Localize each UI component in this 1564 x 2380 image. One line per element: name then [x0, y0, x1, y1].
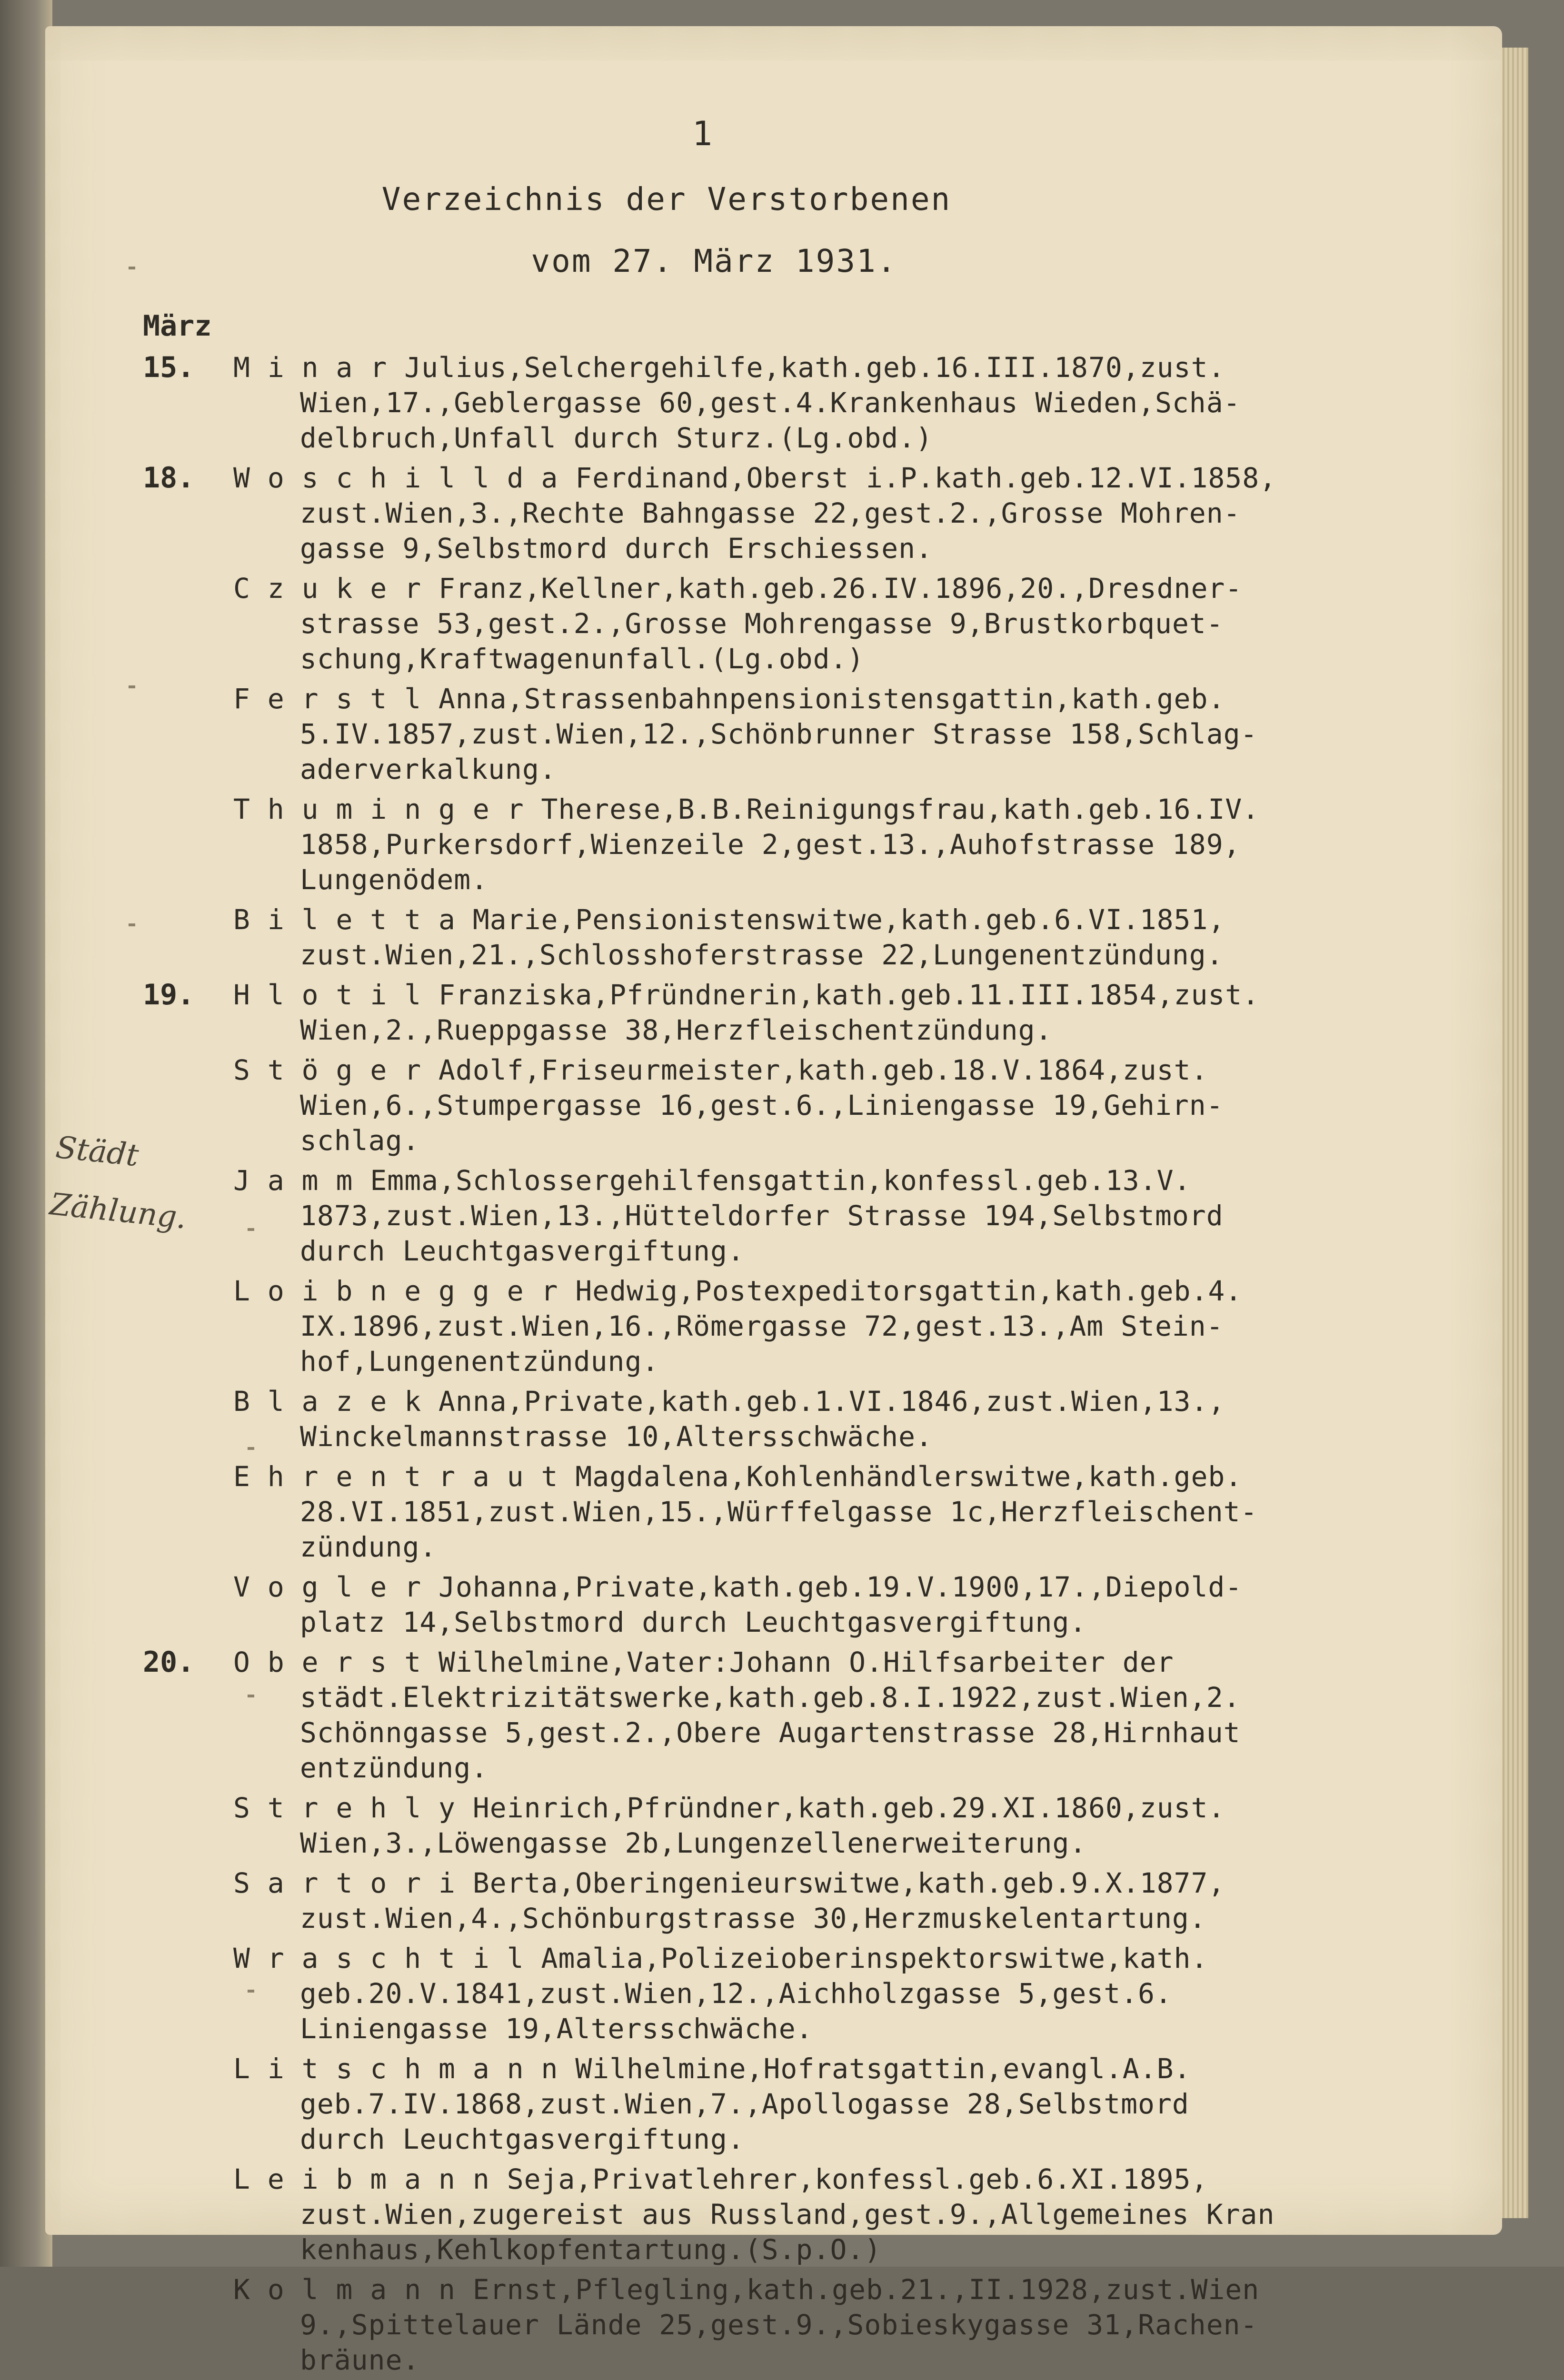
entry-line: T h u m i n g e r Therese,B.B.Reinigungsfrau,kath.geb.16.IV.: [233, 793, 1260, 825]
register-entry: [143, 792, 1466, 897]
entry-line: schung,Kraftwagenunfall.(Lg.obd.): [300, 643, 865, 675]
entry-text: [233, 1790, 1466, 1861]
entry-line: Wien,2.,Rueppgasse 38,Herzfleischentzündung.: [300, 1014, 1053, 1046]
register-entry: [143, 571, 1466, 676]
entry-text: [233, 1273, 1466, 1379]
entry-line: geb.7.IV.1868,zust.Wien,7.,Apollogasse 28,Selbstmord: [300, 2088, 1189, 2120]
entry-line: L o i b n e g g e r Hedwig,Postexpeditorsgattin,kath.geb.4.: [233, 1275, 1243, 1307]
document-date: vom 27. März 1931.: [531, 243, 897, 279]
page-stack-edge: [1500, 48, 1528, 2218]
entry-line: zust.Wien,21.,Schlosshoferstrasse 22,Lungenentzündung.: [300, 939, 1224, 971]
entry-line: entzündung.: [300, 1752, 488, 1784]
entry-text: [233, 1645, 1466, 1785]
register-entry: [143, 1163, 1466, 1269]
entry-line: H l o t i l Franziska,Pfründnerin,kath.geb.11.III.1854,zust.: [233, 979, 1260, 1011]
entry-line: K o l m a n n Ernst,Pflegling,kath.geb.21.,II.1928,zust.Wien: [233, 2273, 1260, 2306]
register-entry: [143, 2272, 1466, 2378]
entry-line: C z u k e r Franz,Kellner,kath.geb.26.IV.1896,20.,Dresdner-: [233, 572, 1243, 605]
month-heading: März: [143, 309, 212, 343]
entry-line: Wien,6.,Stumpergasse 16,gest.6.,Liniengasse 19,Gehirn-: [300, 1089, 1224, 1121]
register-entry: [143, 1865, 1466, 1936]
register-entry: [143, 902, 1466, 972]
entry-line: Schönngasse 5,gest.2.,Obere Augartenstrasse 28,Hirnhaut: [300, 1716, 1241, 1749]
entry-line: 5.IV.1857,zust.Wien,12.,Schönbrunner Strasse 158,Schlag-: [300, 718, 1258, 750]
entry-line: Winckelmannstrasse 10,Altersschwäche.: [300, 1420, 933, 1453]
margin-tick-mark: [248, 1447, 254, 1450]
entry-line: kenhaus,Kehlkopfentartung.(S.p.O.): [300, 2233, 882, 2266]
entry-line: hof,Lungenentzündung.: [300, 1345, 659, 1378]
entry-line: Lungenödem.: [300, 863, 488, 896]
entry-line: S a r t o r i Berta,Oberingenieurswitwe,kath.geb.9.X.1877,: [233, 1867, 1225, 1899]
register-entry: [143, 350, 1466, 456]
entry-line: J a m m Emma,Schlossergehilfensgattin,konfessl.geb.13.V.: [233, 1164, 1191, 1197]
entry-line: S t r e h l y Heinrich,Pfründner,kath.geb.29.XI.1860,zust.: [233, 1792, 1225, 1824]
margin-tick-mark: [248, 1695, 254, 1697]
entry-text: [233, 1569, 1466, 1640]
entry-text: [233, 1163, 1466, 1269]
entry-line: delbruch,Unfall durch Sturz.(Lg.obd.): [300, 422, 933, 454]
entry-line: 9.,Spittelauer Lände 25,gest.9.,Sobieskygasse 31,Rachen-: [300, 2309, 1258, 2341]
register-entry: [143, 1645, 1466, 1785]
entry-line: B i l e t t a Marie,Pensionistenswitwe,kath.geb.6.VI.1851,: [233, 903, 1225, 936]
entry-line: S t ö g e r Adolf,Friseurmeister,kath.geb.18.V.1864,zust.: [233, 1054, 1208, 1086]
margin-tick-mark: [129, 267, 135, 269]
entry-line: Wien,3.,Löwengasse 2b,Lungenzellenerweiterung.: [300, 1827, 1087, 1859]
entry-text: [233, 1941, 1466, 2046]
entry-line: durch Leuchtgasvergiftung.: [300, 2123, 745, 2155]
entry-text: [233, 977, 1466, 1048]
entry-day: 15.: [143, 351, 195, 384]
entry-text: [233, 1865, 1466, 1936]
register-entry: [143, 1273, 1466, 1379]
margin-note-line: Städt: [54, 1130, 140, 1174]
margin-tick-mark: [248, 1990, 254, 1993]
entry-line: M i n a r Julius,Selchergehilfe,kath.geb.16.III.1870,zust.: [233, 351, 1225, 384]
entry-text: [233, 2162, 1466, 2267]
entry-line: schlag.: [300, 1124, 420, 1157]
margin-note-line: Zählung.: [48, 1187, 189, 1236]
entry-day: 19.: [143, 978, 195, 1012]
entry-line: L e i b m a n n Seja,Privatlehrer,konfessl.geb.6.XI.1895,: [233, 2163, 1208, 2195]
register-entry: [143, 1052, 1466, 1158]
margin-tick-mark: [248, 1228, 254, 1231]
register-entry: [143, 1790, 1466, 1861]
entry-day: 20.: [143, 1646, 195, 1679]
entry-line: zust.Wien,3.,Rechte Bahngasse 22,gest.2.,Grosse Mohren-: [300, 497, 1241, 529]
entry-text: [233, 460, 1466, 566]
entry-line: 1858,Purkersdorf,Wienzeile 2,gest.13.,Auhofstrasse 189,: [300, 828, 1241, 861]
entry-text: [233, 1052, 1466, 1158]
entry-line: zust.Wien,4.,Schönburgstrasse 30,Herzmuskelentartung.: [300, 1902, 1206, 1934]
entry-line: 1873,zust.Wien,13.,Hütteldorfer Strasse 194,Selbstmord: [300, 1200, 1224, 1232]
register-entry: [143, 2162, 1466, 2267]
book-binding: [0, 0, 52, 2267]
entry-text: [233, 681, 1466, 787]
death-register-list: [143, 350, 1466, 2380]
margin-tick-mark: [129, 685, 135, 688]
register-entry: [143, 681, 1466, 787]
entry-line: zündung.: [300, 1531, 437, 1563]
entry-line: zust.Wien,zugereist aus Russland,gest.9.,Allgemeines Kran: [300, 2198, 1275, 2231]
register-entry: [143, 1459, 1466, 1565]
register-entry: [143, 1384, 1466, 1454]
entry-line: platz 14,Selbstmord durch Leuchtgasvergiftung.: [300, 1606, 1087, 1638]
entry-line: durch Leuchtgasvergiftung.: [300, 1235, 745, 1267]
entry-line: F e r s t l Anna,Strassenbahnpensionistensgattin,kath.geb.: [233, 683, 1225, 715]
register-entry: [143, 1941, 1466, 2046]
entry-line: W r a s c h t i l Amalia,Polizeioberinspektorswitwe,kath.: [233, 1942, 1208, 1974]
register-entry: [143, 1569, 1466, 1640]
entry-text: [233, 902, 1466, 972]
entry-line: Liniengasse 19,Altersschwäche.: [300, 2013, 813, 2045]
margin-tick-mark: [129, 923, 135, 926]
entry-line: B l a z e k Anna,Private,kath.geb.1.VI.1846,zust.Wien,13.,: [233, 1385, 1225, 1418]
entry-line: O b e r s t Wilhelmine,Vater:Johann O.Hilfsarbeiter der: [233, 1646, 1174, 1678]
entry-text: [233, 2051, 1466, 2157]
entry-line: städt.Elektrizitätswerke,kath.geb.8.I.1922,zust.Wien,2.: [300, 1681, 1241, 1714]
entry-line: bräune.: [300, 2344, 420, 2376]
entry-text: [233, 350, 1466, 456]
register-entry: [143, 460, 1466, 566]
entry-day: 18.: [143, 461, 195, 495]
entry-line: IX.1896,zust.Wien,16.,Römergasse 72,gest.13.,Am Stein-: [300, 1310, 1224, 1342]
entry-line: W o s c h i l l d a Ferdinand,Oberst i.P.kath.geb.12.VI.1858,: [233, 462, 1277, 494]
entry-line: aderverkalkung.: [300, 753, 557, 785]
entry-text: [233, 571, 1466, 676]
entry-line: geb.20.V.1841,zust.Wien,12.,Aichholzgasse 5,gest.6.: [300, 1977, 1172, 2010]
entry-line: Wien,17.,Geblergasse 60,gest.4.Krankenhaus Wieden,Schä-: [300, 387, 1241, 419]
entry-text: [233, 2272, 1466, 2378]
entry-line: 28.VI.1851,zust.Wien,15.,Würffelgasse 1c,Herzfleischent-: [300, 1496, 1258, 1528]
entry-text: [233, 1384, 1466, 1454]
entry-line: gasse 9,Selbstmord durch Erschiessen.: [300, 532, 933, 565]
entry-text: [233, 792, 1466, 897]
document-title: Verzeichnis der Verstorbenen: [381, 181, 952, 218]
entry-line: strasse 53,gest.2.,Grosse Mohrengasse 9,Brustkorbquet-: [300, 607, 1224, 640]
entry-line: L i t s c h m a n n Wilhelmine,Hofratsgattin,evangl.A.B.: [233, 2053, 1191, 2085]
register-entry: [143, 2051, 1466, 2157]
entry-line: E h r e n t r a u t Magdalena,Kohlenhändlerswitwe,kath.geb.: [233, 1460, 1243, 1493]
entry-line: V o g l e r Johanna,Private,kath.geb.19.V.1900,17.,Diepold-: [233, 1571, 1243, 1603]
page-number: 1: [692, 114, 713, 153]
register-entry: [143, 977, 1466, 1048]
entry-text: [233, 1459, 1466, 1565]
